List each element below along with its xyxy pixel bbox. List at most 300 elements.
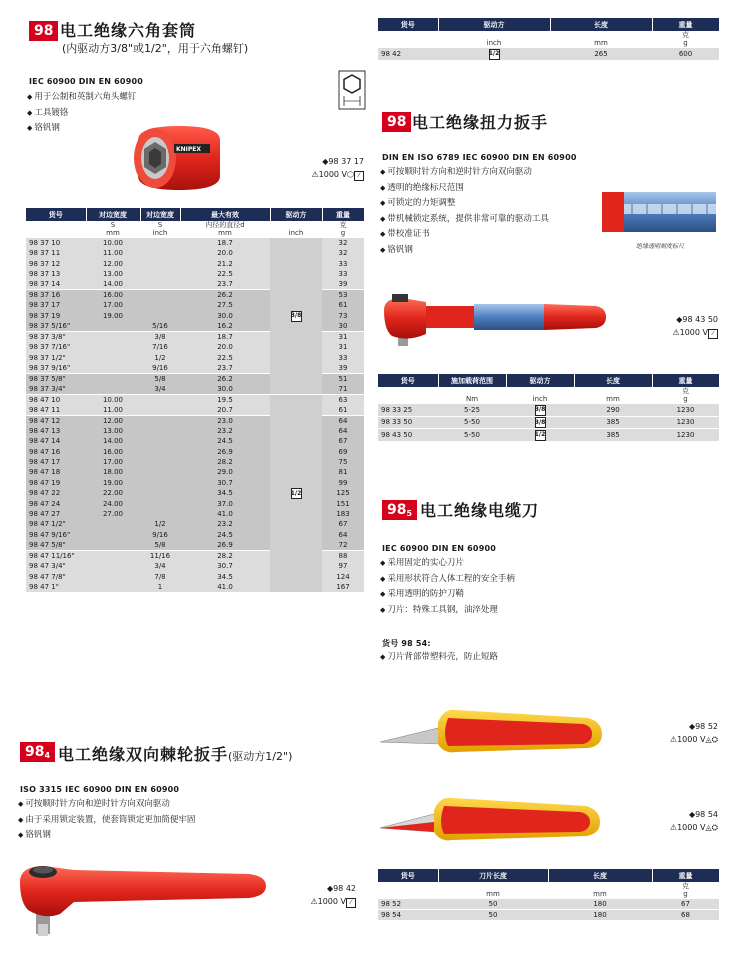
- table-cell: 22.00: [86, 488, 140, 498]
- table-cell: 27.5: [180, 300, 270, 310]
- product-code-note: ◆98 43 50 ⚠1000 V ⁄: [672, 315, 718, 337]
- note-item: ◆ 刀片背部带塑料壳，防止短路: [380, 650, 498, 666]
- voltage-icon: ⚠: [669, 735, 678, 744]
- table-cell: 98 52: [378, 899, 438, 910]
- col-header: 驱动方: [270, 208, 322, 221]
- table-cell: 1/2: [140, 519, 180, 529]
- unit-cell: 克 g: [652, 882, 719, 899]
- table-cell: [140, 311, 180, 321]
- gs-mark-icon: ◬: [705, 735, 712, 744]
- table-cell: 28.2: [180, 457, 270, 467]
- gs-mark-icon: ◬: [705, 823, 712, 832]
- table-cell: [140, 457, 180, 467]
- col-header: 货号: [378, 869, 438, 882]
- table-cell: 21.2: [180, 258, 270, 268]
- table-cell: 7/8: [140, 571, 180, 581]
- units-row: [378, 387, 719, 404]
- voltage-icon: ⚠: [672, 328, 680, 337]
- table-cell: 81: [322, 467, 364, 477]
- table-cell: 64: [322, 530, 364, 540]
- standards-line: IEC 60900 DIN EN 60900: [29, 77, 143, 86]
- table-cell: 1: [140, 582, 180, 592]
- table-cell: [86, 384, 140, 395]
- table-cell: 290: [574, 404, 652, 417]
- table-cell: 18.7: [180, 238, 270, 249]
- table-cell: 98 37 16: [26, 290, 86, 301]
- table-cell: 98 37 1/2": [26, 352, 86, 362]
- table-cell: 1/2: [140, 352, 180, 362]
- table-cell: 98 47 1/2": [26, 519, 86, 529]
- table-cell: 18.7: [180, 331, 270, 342]
- table-cell: 3/8: [140, 331, 180, 342]
- feature-list: [380, 556, 515, 618]
- torque-wrench-image: [378, 290, 608, 352]
- table-cell: 265: [550, 48, 652, 60]
- unit-cell: 克 g: [652, 31, 719, 48]
- table-cell: 98 47 5/8": [26, 540, 86, 551]
- unit-cell: 克 g: [652, 387, 719, 404]
- table-cell: 63: [322, 394, 364, 405]
- table-cell: [140, 478, 180, 488]
- badge-sub: 5: [406, 509, 413, 518]
- units-row: [378, 31, 719, 48]
- table-cell: 98 37 3/8": [26, 331, 86, 342]
- table-cell: 26.9: [180, 540, 270, 551]
- table-cell: [86, 530, 140, 540]
- table-cell: 5-25: [438, 404, 506, 417]
- table-cell: [86, 373, 140, 384]
- voltage-rating: 1000 V: [318, 170, 348, 179]
- cable-knife-protected-image: [378, 792, 606, 848]
- note-title: 货号 98 54:: [382, 639, 431, 648]
- ratchet-spec-table: [378, 18, 720, 60]
- table-cell: 1230: [652, 404, 719, 417]
- product-code-note: ◆98 54 ⚠1000 V◬⛭: [669, 810, 718, 832]
- unit-cell: mm: [550, 31, 652, 48]
- table-cell: 12.00: [86, 415, 140, 426]
- drive-size-icon: 3/8: [535, 405, 546, 416]
- table-cell: 72: [322, 540, 364, 551]
- table-cell: 98 33 25: [378, 404, 438, 417]
- feature-list: [380, 165, 549, 258]
- table-cell: [140, 258, 180, 268]
- table-cell: 26.2: [180, 373, 270, 384]
- unit-cell: [378, 882, 438, 899]
- table-cell: 180: [548, 910, 652, 921]
- feature-item: ◆ 刀片：特殊工具钢，油淬处理: [380, 603, 515, 619]
- table-cell: 98 47 11: [26, 405, 86, 416]
- table-cell: [140, 415, 180, 426]
- badge-number: 98: [387, 502, 407, 518]
- unit-cell: [378, 387, 438, 404]
- table-cell: 51: [322, 373, 364, 384]
- table-cell: 50: [438, 910, 548, 921]
- table-cell: 98 47 9/16": [26, 530, 86, 540]
- table-cell: 30.7: [180, 478, 270, 488]
- table-cell: 12.00: [86, 258, 140, 268]
- unit-cell: 克 g: [322, 221, 364, 238]
- table-cell: 167: [322, 582, 364, 592]
- table-cell: 180: [548, 899, 652, 910]
- table-cell: 98 37 17: [26, 300, 86, 310]
- table-cell: 385: [574, 416, 652, 429]
- table-cell: 10.00: [86, 238, 140, 249]
- table-cell: [86, 363, 140, 374]
- drive-size-icon: 1/2: [489, 49, 500, 60]
- feature-item: ◆ 可锁定的力矩调整: [380, 196, 549, 212]
- feature-item: ◆ 采用透明的防护刀鞘: [380, 587, 515, 603]
- units-row: [26, 221, 364, 238]
- table-cell: 26.9: [180, 447, 270, 457]
- table-cell: 34.5: [180, 571, 270, 581]
- insulated-socket-image: [124, 118, 234, 196]
- section-badge: 98: [29, 21, 58, 41]
- feature-item: ◆ 工具镀铬: [27, 106, 136, 122]
- table-cell: 19.00: [86, 311, 140, 321]
- table-cell: 14.00: [86, 279, 140, 290]
- table-cell: 98 42: [378, 48, 438, 60]
- table-cell: [86, 352, 140, 362]
- voltage-icon: ⚠: [311, 170, 319, 179]
- section-subtitle: (内驱动方3/8"或1/2"，用于六角螺钉): [62, 42, 249, 55]
- table-cell: 97: [322, 561, 364, 571]
- table-cell: [140, 394, 180, 405]
- table-cell: 64: [322, 426, 364, 436]
- table-cell: [86, 519, 140, 529]
- drive-size-icon: 1/2: [535, 430, 546, 441]
- knife-spec-table: [378, 869, 720, 920]
- feature-item: ◆ 采用形状符合人体工程的安全手柄: [380, 572, 515, 588]
- feature-item: ◆ 由于采用锁定装置，使套筒锁定更加简便牢固: [18, 813, 195, 829]
- table-cell: 22.5: [180, 269, 270, 279]
- unit-cell: mm: [548, 882, 652, 899]
- table-cell: [86, 571, 140, 581]
- table-cell: 98 47 10: [26, 394, 86, 405]
- vde-icon: ⁄: [346, 898, 356, 908]
- table-cell: 34.5: [180, 488, 270, 498]
- table-cell: 385: [574, 429, 652, 441]
- table-cell: 24.5: [180, 530, 270, 540]
- table-cell: 23.2: [180, 426, 270, 436]
- section-title: 电工绝缘电缆刀: [420, 501, 540, 520]
- table-cell: 5-50: [438, 416, 506, 429]
- table-cell: 3/4: [140, 561, 180, 571]
- col-header: 重量: [652, 869, 719, 882]
- table-cell: [86, 321, 140, 332]
- table-cell: 98 47 14: [26, 436, 86, 446]
- table-cell: 98 47 16: [26, 447, 86, 457]
- table-cell: 20.7: [180, 405, 270, 416]
- unit-cell: inch: [506, 387, 574, 404]
- table-cell: 29.0: [180, 467, 270, 477]
- unit-cell: S mm: [86, 221, 140, 238]
- table-cell: 1230: [652, 429, 719, 441]
- table-cell: 98 37 9/16": [26, 363, 86, 374]
- table-cell: 183: [322, 509, 364, 519]
- table-cell: 7/16: [140, 342, 180, 352]
- table-cell: 98 47 22: [26, 488, 86, 498]
- unit-cell: inch: [270, 221, 322, 238]
- feature-item: ◆ 带机械锁定系统，提供非常可靠的驱动工具: [380, 212, 549, 228]
- feature-item: ◆ 采用固定的实心刀片: [380, 556, 515, 572]
- table-cell: 73: [322, 311, 364, 321]
- table-cell: 88: [322, 551, 364, 562]
- product-code: 98 43 50: [682, 315, 718, 324]
- table-cell: 23.7: [180, 279, 270, 290]
- col-header: 重量: [652, 374, 719, 387]
- table-cell: [140, 279, 180, 290]
- table-cell: 33: [322, 352, 364, 362]
- feature-item: ◆ 可按顺时针方向和逆时针方向双向驱动: [18, 797, 195, 813]
- table-cell: 98 47 3/4": [26, 561, 86, 571]
- table-cell: 16.2: [180, 321, 270, 332]
- table-cell: [506, 416, 574, 429]
- badge-number: 98: [25, 744, 45, 760]
- product-code: 98 37 17: [328, 157, 364, 166]
- table-cell: 98 37 13: [26, 269, 86, 279]
- table-cell: [438, 48, 550, 60]
- table-cell: [506, 404, 574, 417]
- table-cell: 41.0: [180, 509, 270, 519]
- table-cell: 26.2: [180, 290, 270, 301]
- drive-size-icon: 3/8: [535, 417, 546, 428]
- torque-scale-closeup-image: [602, 186, 716, 238]
- unit-cell: 内径的直径d mm: [180, 221, 270, 238]
- table-cell: 98 47 12: [26, 415, 86, 426]
- table-cell: 20.0: [180, 342, 270, 352]
- table-cell: [140, 426, 180, 436]
- col-header: 重量: [652, 18, 719, 31]
- feature-list: [27, 90, 136, 137]
- feature-item: ◆ 可按顺时针方向和逆时针方向双向驱动: [380, 165, 549, 181]
- image-caption: 绝缘透明刻度标尺: [636, 243, 685, 250]
- unit-cell: mm: [438, 882, 548, 899]
- table-cell: 11.00: [86, 405, 140, 416]
- tuv-mark-icon: ⛭: [711, 735, 718, 744]
- drive-cell: [270, 238, 322, 395]
- table-cell: 98 37 19: [26, 311, 86, 321]
- table-cell: 151: [322, 498, 364, 508]
- section-badge: 98: [382, 112, 411, 132]
- table-cell: 98 47 19: [26, 478, 86, 488]
- socket-dimension-icon: [338, 70, 366, 110]
- col-header: 货号: [378, 374, 438, 387]
- table-cell: 22.5: [180, 352, 270, 362]
- section-badge: [382, 500, 417, 520]
- table-cell: 23.0: [180, 415, 270, 426]
- table-cell: 5/8: [140, 540, 180, 551]
- table-cell: 39: [322, 279, 364, 290]
- table-cell: 124: [322, 571, 364, 581]
- table-cell: 16.00: [86, 447, 140, 457]
- table-cell: 33: [322, 269, 364, 279]
- table-cell: [140, 488, 180, 498]
- table-cell: [86, 540, 140, 551]
- table-cell: 19.00: [86, 478, 140, 488]
- vde-icon: ⁄: [708, 329, 718, 339]
- table-cell: 23.7: [180, 363, 270, 374]
- table-cell: 98 37 14: [26, 279, 86, 290]
- table-cell: 39: [322, 363, 364, 374]
- voltage-rating: 1000 V: [677, 735, 706, 744]
- table-cell: 31: [322, 331, 364, 342]
- table-cell: [86, 342, 140, 352]
- table-cell: 600: [652, 48, 719, 60]
- col-header: 长度: [548, 869, 652, 882]
- torque-spec-table: [378, 374, 720, 441]
- table-cell: 75: [322, 457, 364, 467]
- col-header: 施加载荷范围: [438, 374, 506, 387]
- vde-icon: ⁄: [354, 171, 364, 181]
- voltage-icon: ⚠: [669, 823, 678, 832]
- unit-cell: Nm: [438, 387, 506, 404]
- table-cell: 68: [652, 910, 719, 921]
- table-cell: 17.00: [86, 457, 140, 467]
- table-row: [26, 238, 364, 249]
- product-code: 98 42: [333, 884, 356, 893]
- table-cell: [140, 269, 180, 279]
- table-cell: [140, 300, 180, 310]
- table-cell: [140, 290, 180, 301]
- table-cell: 98 43 50: [378, 429, 438, 441]
- table-cell: 30.7: [180, 561, 270, 571]
- unit-cell: mm: [574, 387, 652, 404]
- table-cell: [140, 498, 180, 508]
- standards-line: DIN EN ISO 6789 IEC 60900 DIN EN 60900: [382, 153, 577, 162]
- table-cell: 98 47 11/16": [26, 551, 86, 562]
- table-cell: 98 47 24: [26, 498, 86, 508]
- unit-cell: inch: [438, 31, 550, 48]
- table-cell: 98 47 13: [26, 426, 86, 436]
- section-title: [58, 742, 292, 765]
- product-code: 98 52: [695, 722, 718, 731]
- table-cell: 67: [322, 519, 364, 529]
- table-cell: 69: [322, 447, 364, 457]
- table-cell: 5-50: [438, 429, 506, 441]
- table-cell: 41.0: [180, 582, 270, 592]
- table-cell: [140, 248, 180, 258]
- col-header: 长度: [550, 18, 652, 31]
- table-cell: [140, 405, 180, 416]
- table-cell: 67: [652, 899, 719, 910]
- section-title: 电工绝缘六角套筒: [60, 21, 197, 40]
- table-cell: [140, 436, 180, 446]
- unit-cell: [378, 31, 438, 48]
- table-cell: 24.00: [86, 498, 140, 508]
- table-row: [378, 404, 719, 417]
- table-cell: 23.2: [180, 519, 270, 529]
- table-cell: 98 37 12: [26, 258, 86, 268]
- table-cell: 11.00: [86, 248, 140, 258]
- feature-item: ◆ 带校准证书: [380, 227, 549, 243]
- table-cell: 98 47 27: [26, 509, 86, 519]
- title-text: 电工绝缘双向棘轮扳手: [58, 745, 229, 764]
- col-header: 货号: [378, 18, 438, 31]
- table-cell: 50: [438, 899, 548, 910]
- drive-size-icon: 3/8: [291, 311, 302, 322]
- table-cell: 30: [322, 321, 364, 332]
- table-cell: 98 37 5/8": [26, 373, 86, 384]
- feature-item: ◆ 铬钒钢: [27, 121, 136, 137]
- svg-text:KNIPEX: KNIPEX: [176, 146, 202, 153]
- table-cell: 11/16: [140, 551, 180, 562]
- table-cell: 30.0: [180, 311, 270, 321]
- table-cell: 17.00: [86, 300, 140, 310]
- table-row: [378, 899, 719, 910]
- table-cell: 67: [322, 436, 364, 446]
- tuv-mark-icon: ⛭: [711, 823, 718, 832]
- table-row: [378, 416, 719, 429]
- col-header: 驱动方: [438, 18, 550, 31]
- table-cell: 27.00: [86, 509, 140, 519]
- table-cell: 13.00: [86, 269, 140, 279]
- table-cell: [140, 447, 180, 457]
- col-header: 刀片长度: [438, 869, 548, 882]
- socket-spec-table: [26, 208, 365, 592]
- table-cell: 32: [322, 238, 364, 249]
- col-header: 货号: [26, 208, 86, 221]
- table-cell: 3/4: [140, 384, 180, 395]
- table-cell: 24.5: [180, 436, 270, 446]
- table-cell: 31: [322, 342, 364, 352]
- table-cell: 99: [322, 478, 364, 488]
- table-row: [378, 429, 719, 441]
- title-note: (驱动方1/2"): [228, 750, 293, 763]
- table-cell: [140, 509, 180, 519]
- feature-item: ◆ 铬钒钢: [380, 243, 549, 259]
- table-cell: 37.0: [180, 498, 270, 508]
- table-cell: [86, 561, 140, 571]
- table-cell: 98 47 17: [26, 457, 86, 467]
- note-list: [380, 650, 498, 666]
- standards-line: ISO 3315 IEC 60900 DIN EN 60900: [20, 785, 180, 794]
- table-cell: 33: [322, 258, 364, 268]
- table-cell: 98 54: [378, 910, 438, 921]
- drive-cell: [270, 394, 322, 592]
- col-header: 最大有效: [180, 208, 270, 221]
- section-badge: [20, 742, 55, 762]
- voltage-icon: ⚠: [310, 897, 318, 906]
- units-row: [378, 882, 719, 899]
- col-header: 对边宽度: [140, 208, 180, 221]
- table-cell: [140, 467, 180, 477]
- col-header: 对边宽度: [86, 208, 140, 221]
- table-cell: 98 37 7/16": [26, 342, 86, 352]
- product-code-note: ◆98 42 ⚠1000 V ⁄: [310, 884, 356, 906]
- table-cell: 98 37 11: [26, 248, 86, 258]
- badge-sub: 4: [44, 751, 51, 760]
- table-cell: 61: [322, 405, 364, 416]
- table-cell: 98 47 1": [26, 582, 86, 592]
- table-cell: 98 47 18: [26, 467, 86, 477]
- col-header: 驱动方: [506, 374, 574, 387]
- table-cell: 98 47 7/8": [26, 571, 86, 581]
- unit-cell: [26, 221, 86, 238]
- voltage-rating: 1000 V: [679, 328, 708, 337]
- product-code: 98 54: [695, 810, 718, 819]
- product-code-note: ◆98 37 17 ⚠1000 V⬡ ⁄: [311, 157, 364, 179]
- hex-icon: ⬡: [347, 170, 354, 179]
- table-row: [378, 48, 719, 60]
- feature-list: [18, 797, 195, 844]
- table-cell: 98 33 50: [378, 416, 438, 429]
- table-cell: 20.0: [180, 248, 270, 258]
- table-cell: 9/16: [140, 530, 180, 540]
- table-cell: 32: [322, 248, 364, 258]
- table-cell: 98 37 3/4": [26, 384, 86, 395]
- standards-line: IEC 60900 DIN EN 60900: [382, 544, 496, 553]
- ratchet-wrench-image: [14, 852, 276, 942]
